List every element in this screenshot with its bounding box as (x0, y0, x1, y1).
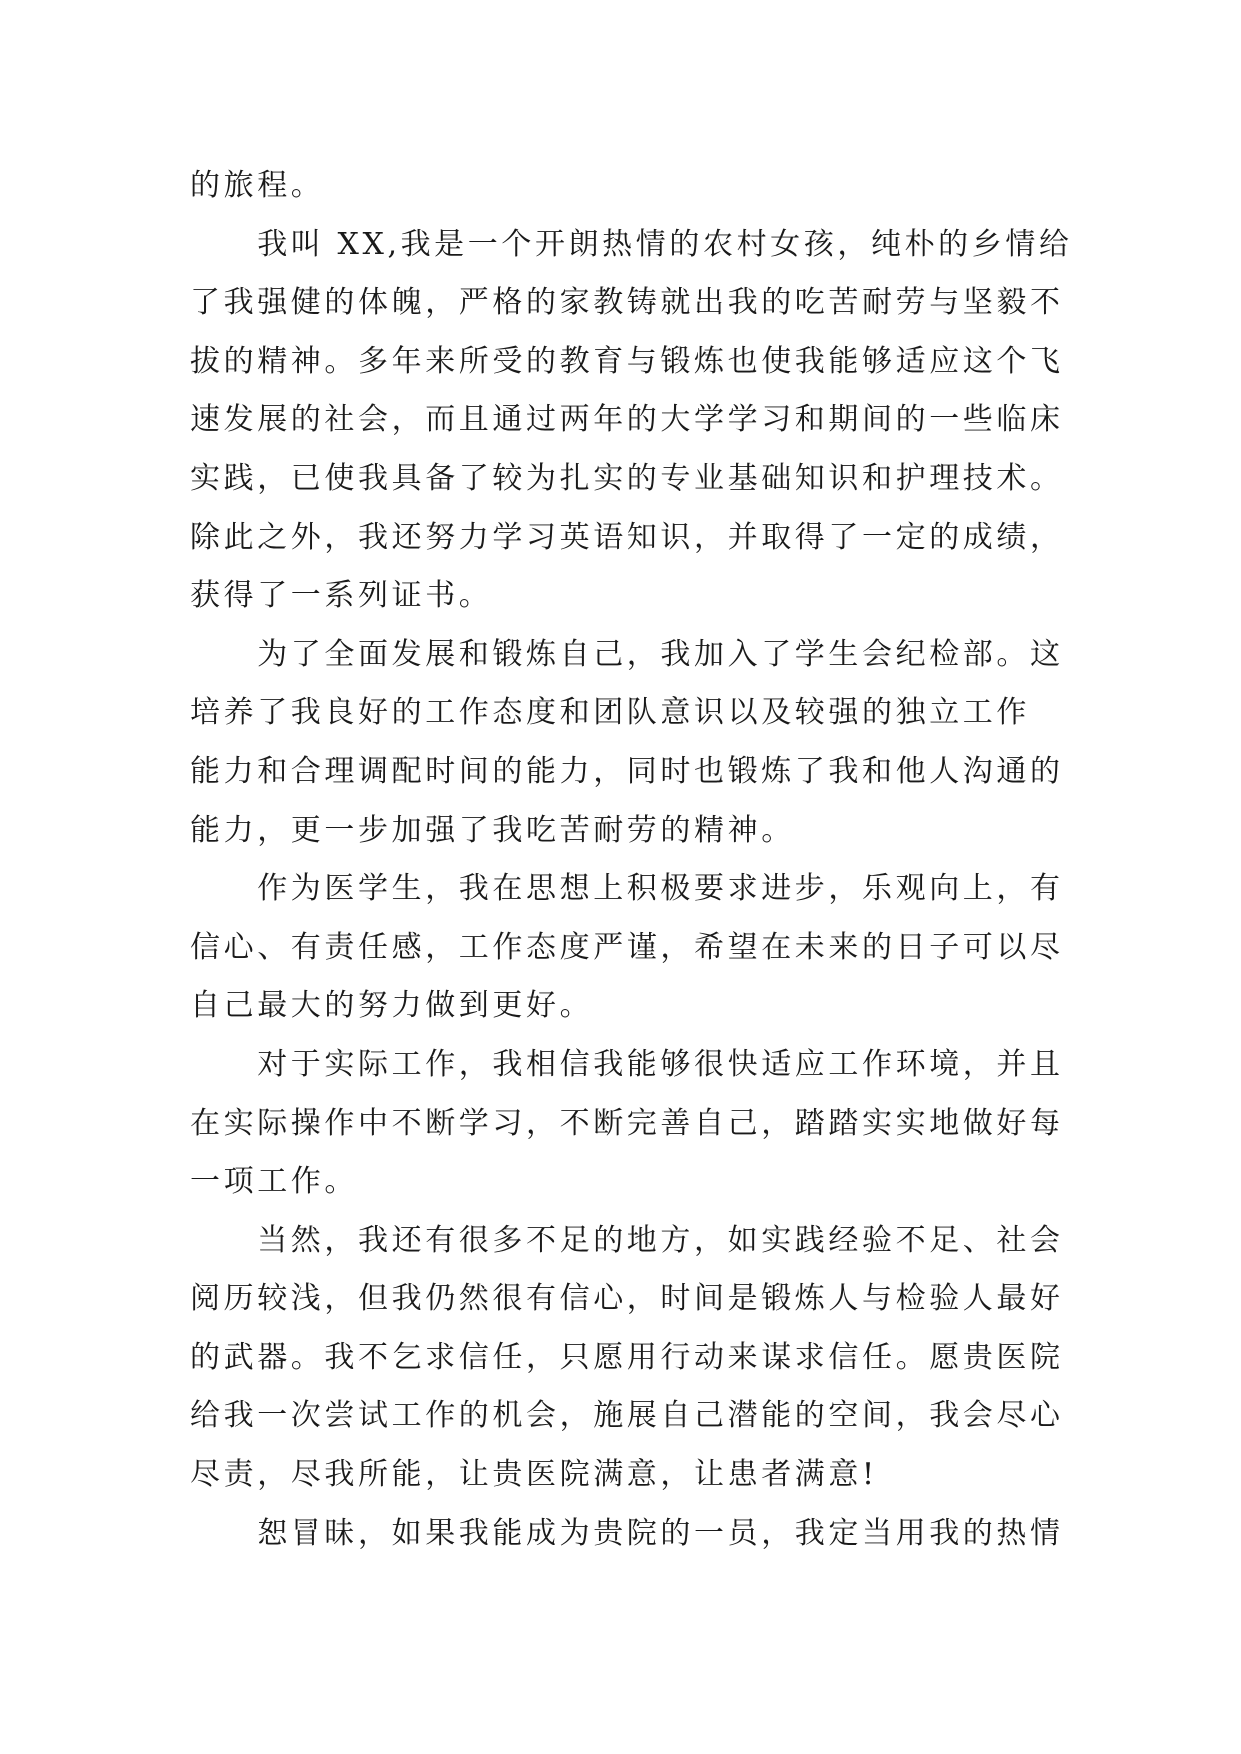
text-line: 作为医学生，我在思想上积极要求进步，乐观向上，有 (190, 871, 1064, 907)
text-line: 对于实际工作，我相信我能够很快适应工作环境，并且 (190, 1046, 1064, 1082)
text-line: 培养了我良好的工作态度和团队意识以及较强的独立工作 (190, 695, 1030, 731)
text-line: 速发展的社会，而且通过两年的大学学习和期间的一些临床 (190, 402, 1064, 438)
text-line: 恕冒昧，如果我能成为贵院的一员，我定当用我的热情 (190, 1515, 1064, 1551)
text-line: 当然，我还有很多不足的地方，如实践经验不足、社会 (190, 1222, 1064, 1258)
text-line: 获得了一系列证书。 (190, 578, 493, 614)
text-line: 了我强健的体魄，严格的家教铸就出我的吃苦耐劳与坚毅不 (190, 285, 1064, 321)
text-line: 的武器。我不乞求信任，只愿用行动来谋求信任。愿贵医院 (190, 1339, 1064, 1375)
text-line: 信心、有责任感，工作态度严谨，希望在未来的日子可以尽 (190, 929, 1064, 965)
text-line: 除此之外，我还努力学习英语知识，并取得了一定的成绩， (190, 519, 1064, 555)
text-line: 能力和合理调配时间的能力，同时也锻炼了我和他人沟通的 (190, 753, 1064, 789)
text-line: 一项工作。 (190, 1164, 358, 1200)
text-line: 的旅程。 (190, 168, 325, 203)
text-line: 在实际操作中不断学习，不断完善自己，踏踏实实地做好每 (190, 1105, 1064, 1141)
text-line: 自己最大的努力做到更好。 (190, 988, 594, 1024)
text-line: 能力，更一步加强了我吃苦耐劳的精神。 (190, 812, 795, 848)
body-text (190, 157, 1073, 1563)
text-line: 给我一次尝试工作的机会，施展自己潜能的空间，我会尽心 (190, 1398, 1064, 1434)
text-line: 尽责，尽我所能，让贵医院满意，让患者满意! (190, 1457, 878, 1493)
text-line: 拔的精神。多年来所受的教育与锻炼也使我能够适应这个飞 (190, 343, 1064, 379)
text-line: 实践，已使我具备了较为扎实的专业基础知识和护理技术。 (190, 460, 1064, 496)
text-line: 我叫 XX,我是一个开朗热情的农村女孩，纯朴的乡情给 (190, 226, 1073, 262)
text-line: 为了全面发展和锻炼自己，我加入了学生会纪检部。这 (190, 636, 1064, 672)
text-line: 阅历较浅，但我仍然很有信心，时间是锻炼人与检验人最好 (190, 1281, 1064, 1317)
